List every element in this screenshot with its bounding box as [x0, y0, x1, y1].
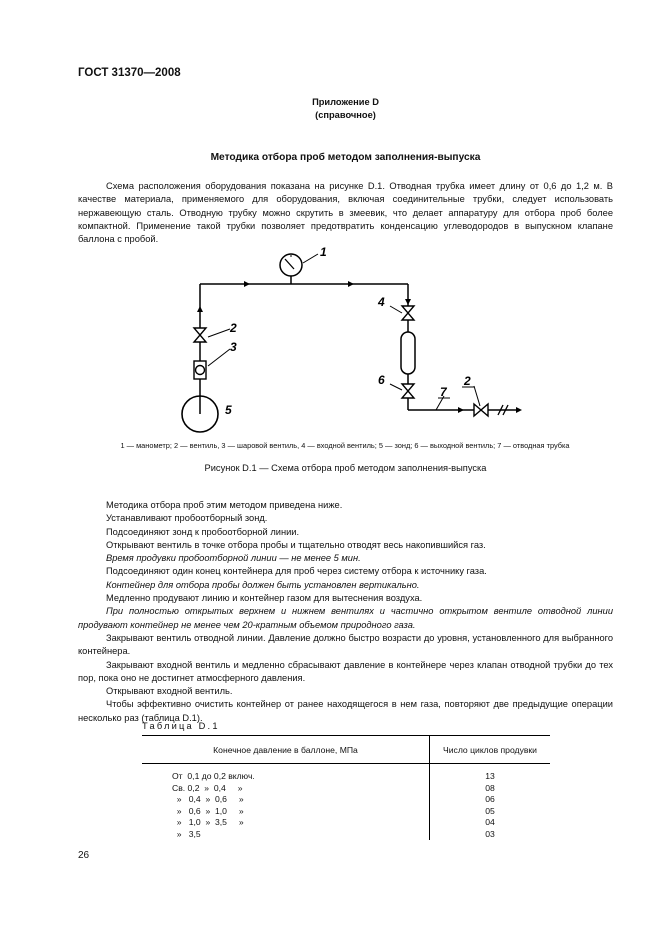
- cycles-cell: 06: [485, 794, 495, 804]
- procedure-step: При полностью открытых верхнем и нижнем вентилях и частично открытом вентиле отводной линии продувают контейнер не менее чем 20-кратным объемом природного газа.: [78, 606, 613, 630]
- procedure-step: Закрывают входной вентиль и медленно сбрасывают давление в контейнере через клапан отводной трубки до тех пор, пока оно не достигнет атмосферного давления.: [78, 659, 613, 683]
- procedure-step: Контейнер для отбора пробы должен быть установлен вертикально.: [106, 579, 420, 590]
- pressure-cell: » 1,0 » 3,5 »: [142, 817, 430, 829]
- manometer-icon: [280, 254, 302, 276]
- sampling-diagram: [78, 244, 548, 434]
- figure-caption: Рисунок D.1 — Схема отбора проб методом заполнения-выпуска: [204, 463, 487, 473]
- cycles-table: [142, 735, 550, 840]
- table-row: [142, 794, 550, 806]
- outlet-valve-icon: [402, 384, 414, 398]
- table-header-cycles: Число циклов продувки: [430, 736, 551, 764]
- intro-text: Схема расположения оборудования показана на рисунке D.1. Отводная трубка имеет длину от 0,6 до 1,2 м. В качестве материала, применяемого для оборудования, включая соединительные трубки, следует использовать нержавеющую сталь. Отводную трубку можно скрутить в змеевик, что делает аппаратуру для отбора проб более компактной. Применение такой трубки позволяет предотвратить конденсацию углеводородов в выпускном клапане баллона с пробой.: [78, 181, 613, 245]
- table-row: [142, 817, 550, 829]
- ball-valve-icon: [194, 361, 206, 379]
- cycles-cell: 03: [485, 828, 495, 839]
- procedure-step: Открывают вентиль в точке отбора пробы и тщательно отводят весь накопившийся газ.: [106, 539, 486, 550]
- annex-subtitle: (справочное): [315, 110, 376, 120]
- procedure-step: Закрывают вентиль отводной линии. Давление должно быстро возрасти до уровня, установленного для выбранного контейнера.: [78, 632, 613, 657]
- table-row: [142, 829, 550, 841]
- table-row: [142, 783, 550, 795]
- pressure-cell: » 0,6 » 1,0 »: [142, 806, 430, 818]
- label-7: 7: [440, 385, 447, 399]
- page-number: 26: [78, 850, 90, 861]
- procedure-step: Методика отбора проб этим методом приведена ниже.: [106, 500, 343, 510]
- procedure-step: Время продувки пробоотборной линии — не менее 5 мин.: [106, 553, 361, 564]
- label-4: 4: [378, 295, 385, 309]
- annex-title: Приложение D: [312, 97, 379, 107]
- table-row: [142, 806, 550, 818]
- cycles-cell: 05: [485, 805, 495, 816]
- label-2b: 2: [464, 374, 471, 388]
- table-row: [142, 764, 550, 783]
- pressure-cell: От 0,1 до 0,2 включ.: [142, 764, 430, 783]
- label-6: 6: [378, 373, 385, 387]
- table-header-pressure: Конечное давление в баллоне, МПа: [142, 736, 430, 764]
- intro-paragraph: [78, 180, 613, 246]
- pressure-cell: » 0,4 » 0,6 »: [142, 794, 430, 806]
- outlet-line-valve-icon: [474, 404, 488, 416]
- pressure-cell: » 3,5: [142, 829, 430, 841]
- label-5: 5: [225, 403, 232, 417]
- inlet-valve-icon: [402, 306, 414, 320]
- cycles-cell: 08: [485, 782, 495, 793]
- procedure-step: Чтобы эффективно очистить контейнер от ранее находящегося в нем газа, повторяют две предыдущие операции несколько раз (таблица D.1).: [78, 699, 613, 723]
- section-title: Методика отбора проб методом заполнения-выпуска: [210, 152, 481, 163]
- cycles-cell: 04: [485, 817, 495, 827]
- document-header: ГОСТ 31370—2008: [78, 67, 181, 79]
- figure-legend: 1 — манометр; 2 — вентиль, 3 — шаровой вентиль, 4 — входной вентиль; 5 — зонд; 6 — выходной вентиль; 7 — отводная трубка: [120, 441, 570, 450]
- cycles-cell: 13: [485, 771, 495, 781]
- label-1: 1: [320, 245, 327, 259]
- valve-icon: [194, 328, 206, 342]
- procedure-steps: [78, 499, 613, 725]
- sample-container: [401, 332, 415, 374]
- label-3: 3: [230, 340, 237, 354]
- probe-icon: [182, 396, 218, 432]
- procedure-step: Устанавливают пробоотборный зонд.: [106, 513, 268, 524]
- label-2: 2: [230, 321, 237, 335]
- procedure-step: Подсоединяют один конец контейнера для проб через систему отбора к источнику газа.: [106, 566, 487, 577]
- table-title: Таблица D.1: [142, 721, 220, 731]
- pressure-cell: Св. 0,2 » 0,4 »: [142, 783, 430, 795]
- procedure-step: Подсоединяют зонд к пробоотборной линии.: [106, 526, 300, 537]
- procedure-step: Открывают входной вентиль.: [106, 686, 233, 697]
- procedure-step: Медленно продувают линию и контейнер газом для вытеснения воздуха.: [106, 593, 423, 604]
